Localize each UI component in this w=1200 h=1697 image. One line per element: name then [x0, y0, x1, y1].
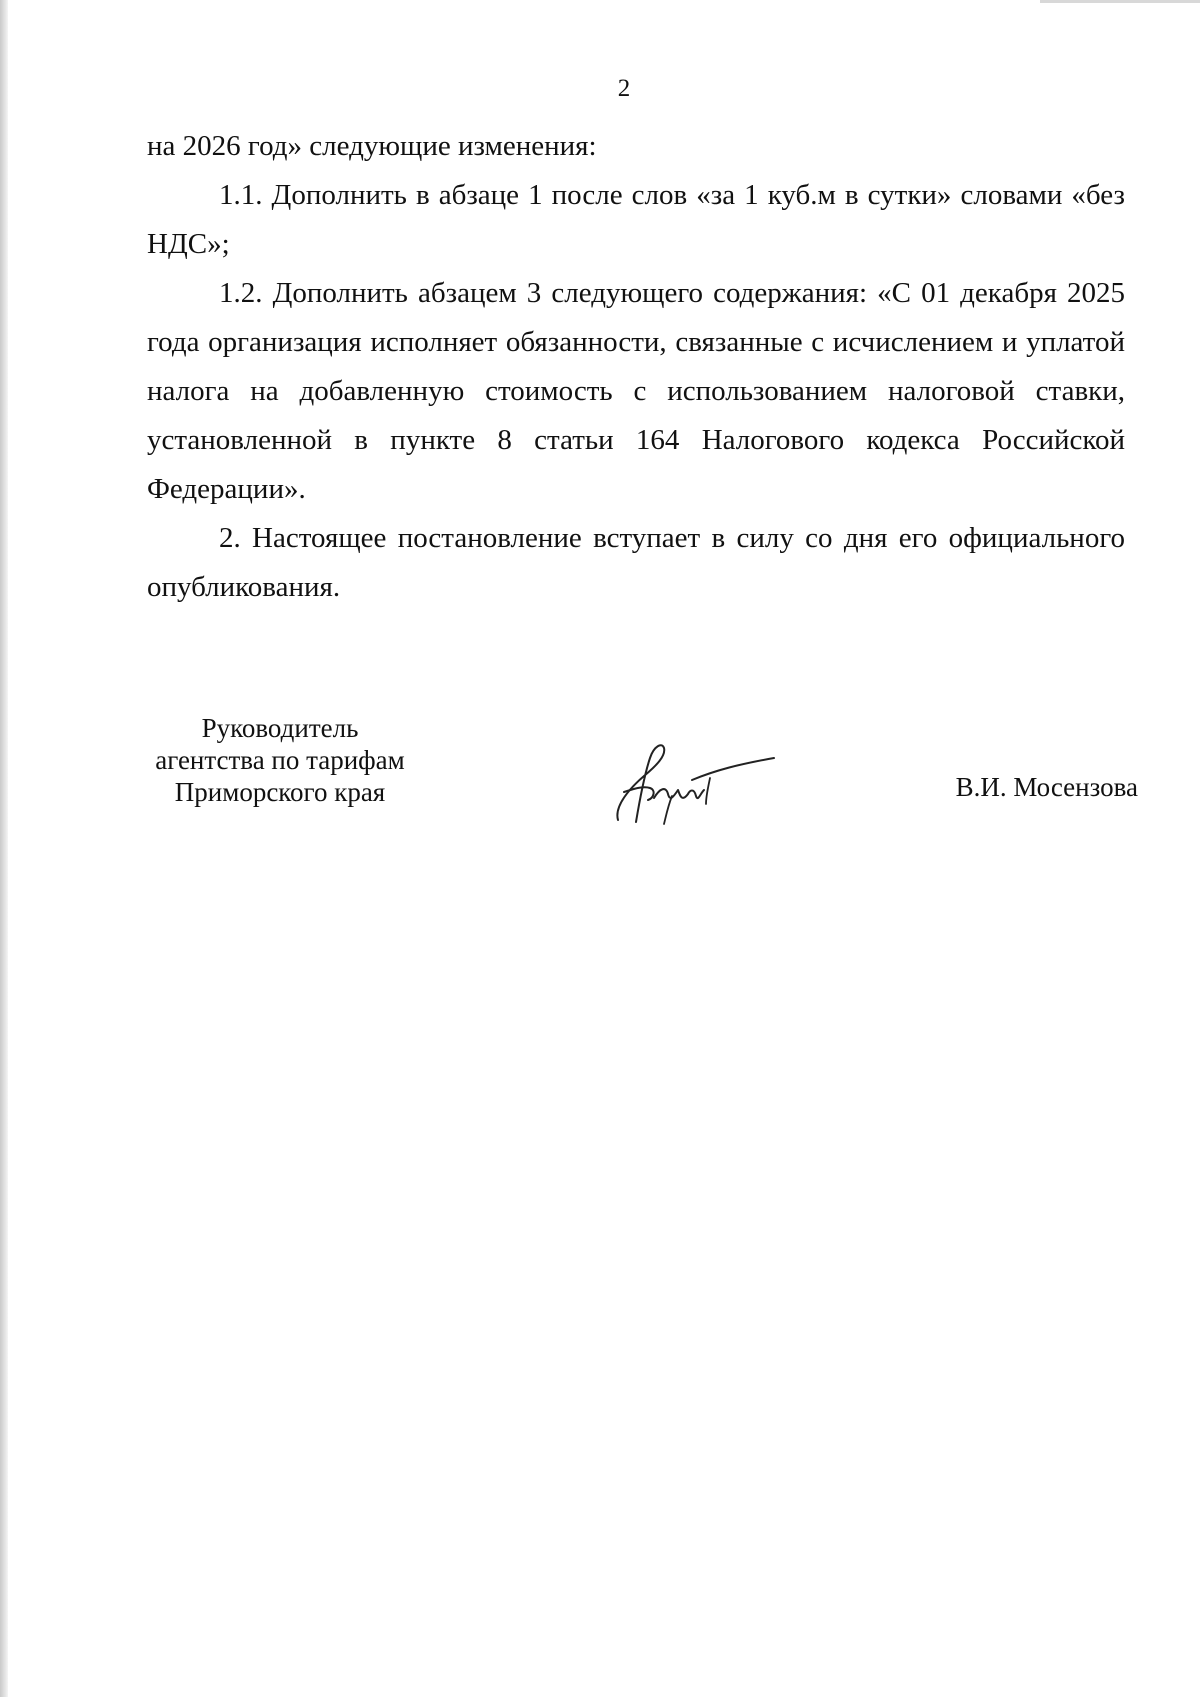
- signer-position-line: агентства по тарифам: [155, 745, 405, 775]
- paragraph-item-2: 2. Настоящее постановление вступает в силу со дня его официального опубликования.: [147, 522, 1125, 603]
- signer-name: В.И. Мосензова: [955, 772, 1138, 802]
- signature-block: [140, 712, 1138, 832]
- signer-position-line: Руководитель: [201, 713, 359, 743]
- scan-top-edge: [1040, 0, 1200, 3]
- signer-position-line: Приморского края: [174, 777, 386, 807]
- handwritten-signature-icon: [610, 736, 780, 826]
- paragraph-item-1-1: 1.1. Дополнить в абзаце 1 после слов «за 1 куб.м в сутки» словами «без НДС»;: [147, 179, 1125, 260]
- signer-position: [140, 712, 420, 808]
- paragraph-intro: на 2026 год» следующие изменения:: [147, 130, 597, 162]
- document-body: [147, 122, 1125, 612]
- scan-page-edge: [0, 0, 8, 1697]
- page-number: 2: [617, 75, 631, 102]
- paragraph-item-1-2: 1.2. Дополнить абзацем 3 следующего содержания: «С 01 декабря 2025 года организация исполняет обязанности, связанные с исчислением и уплатой налога на добавленную стоимость с использованием налоговой ставки, установленной в пункте 8 статьи 164 Налогового кодекса Российской Федерации».: [147, 277, 1125, 505]
